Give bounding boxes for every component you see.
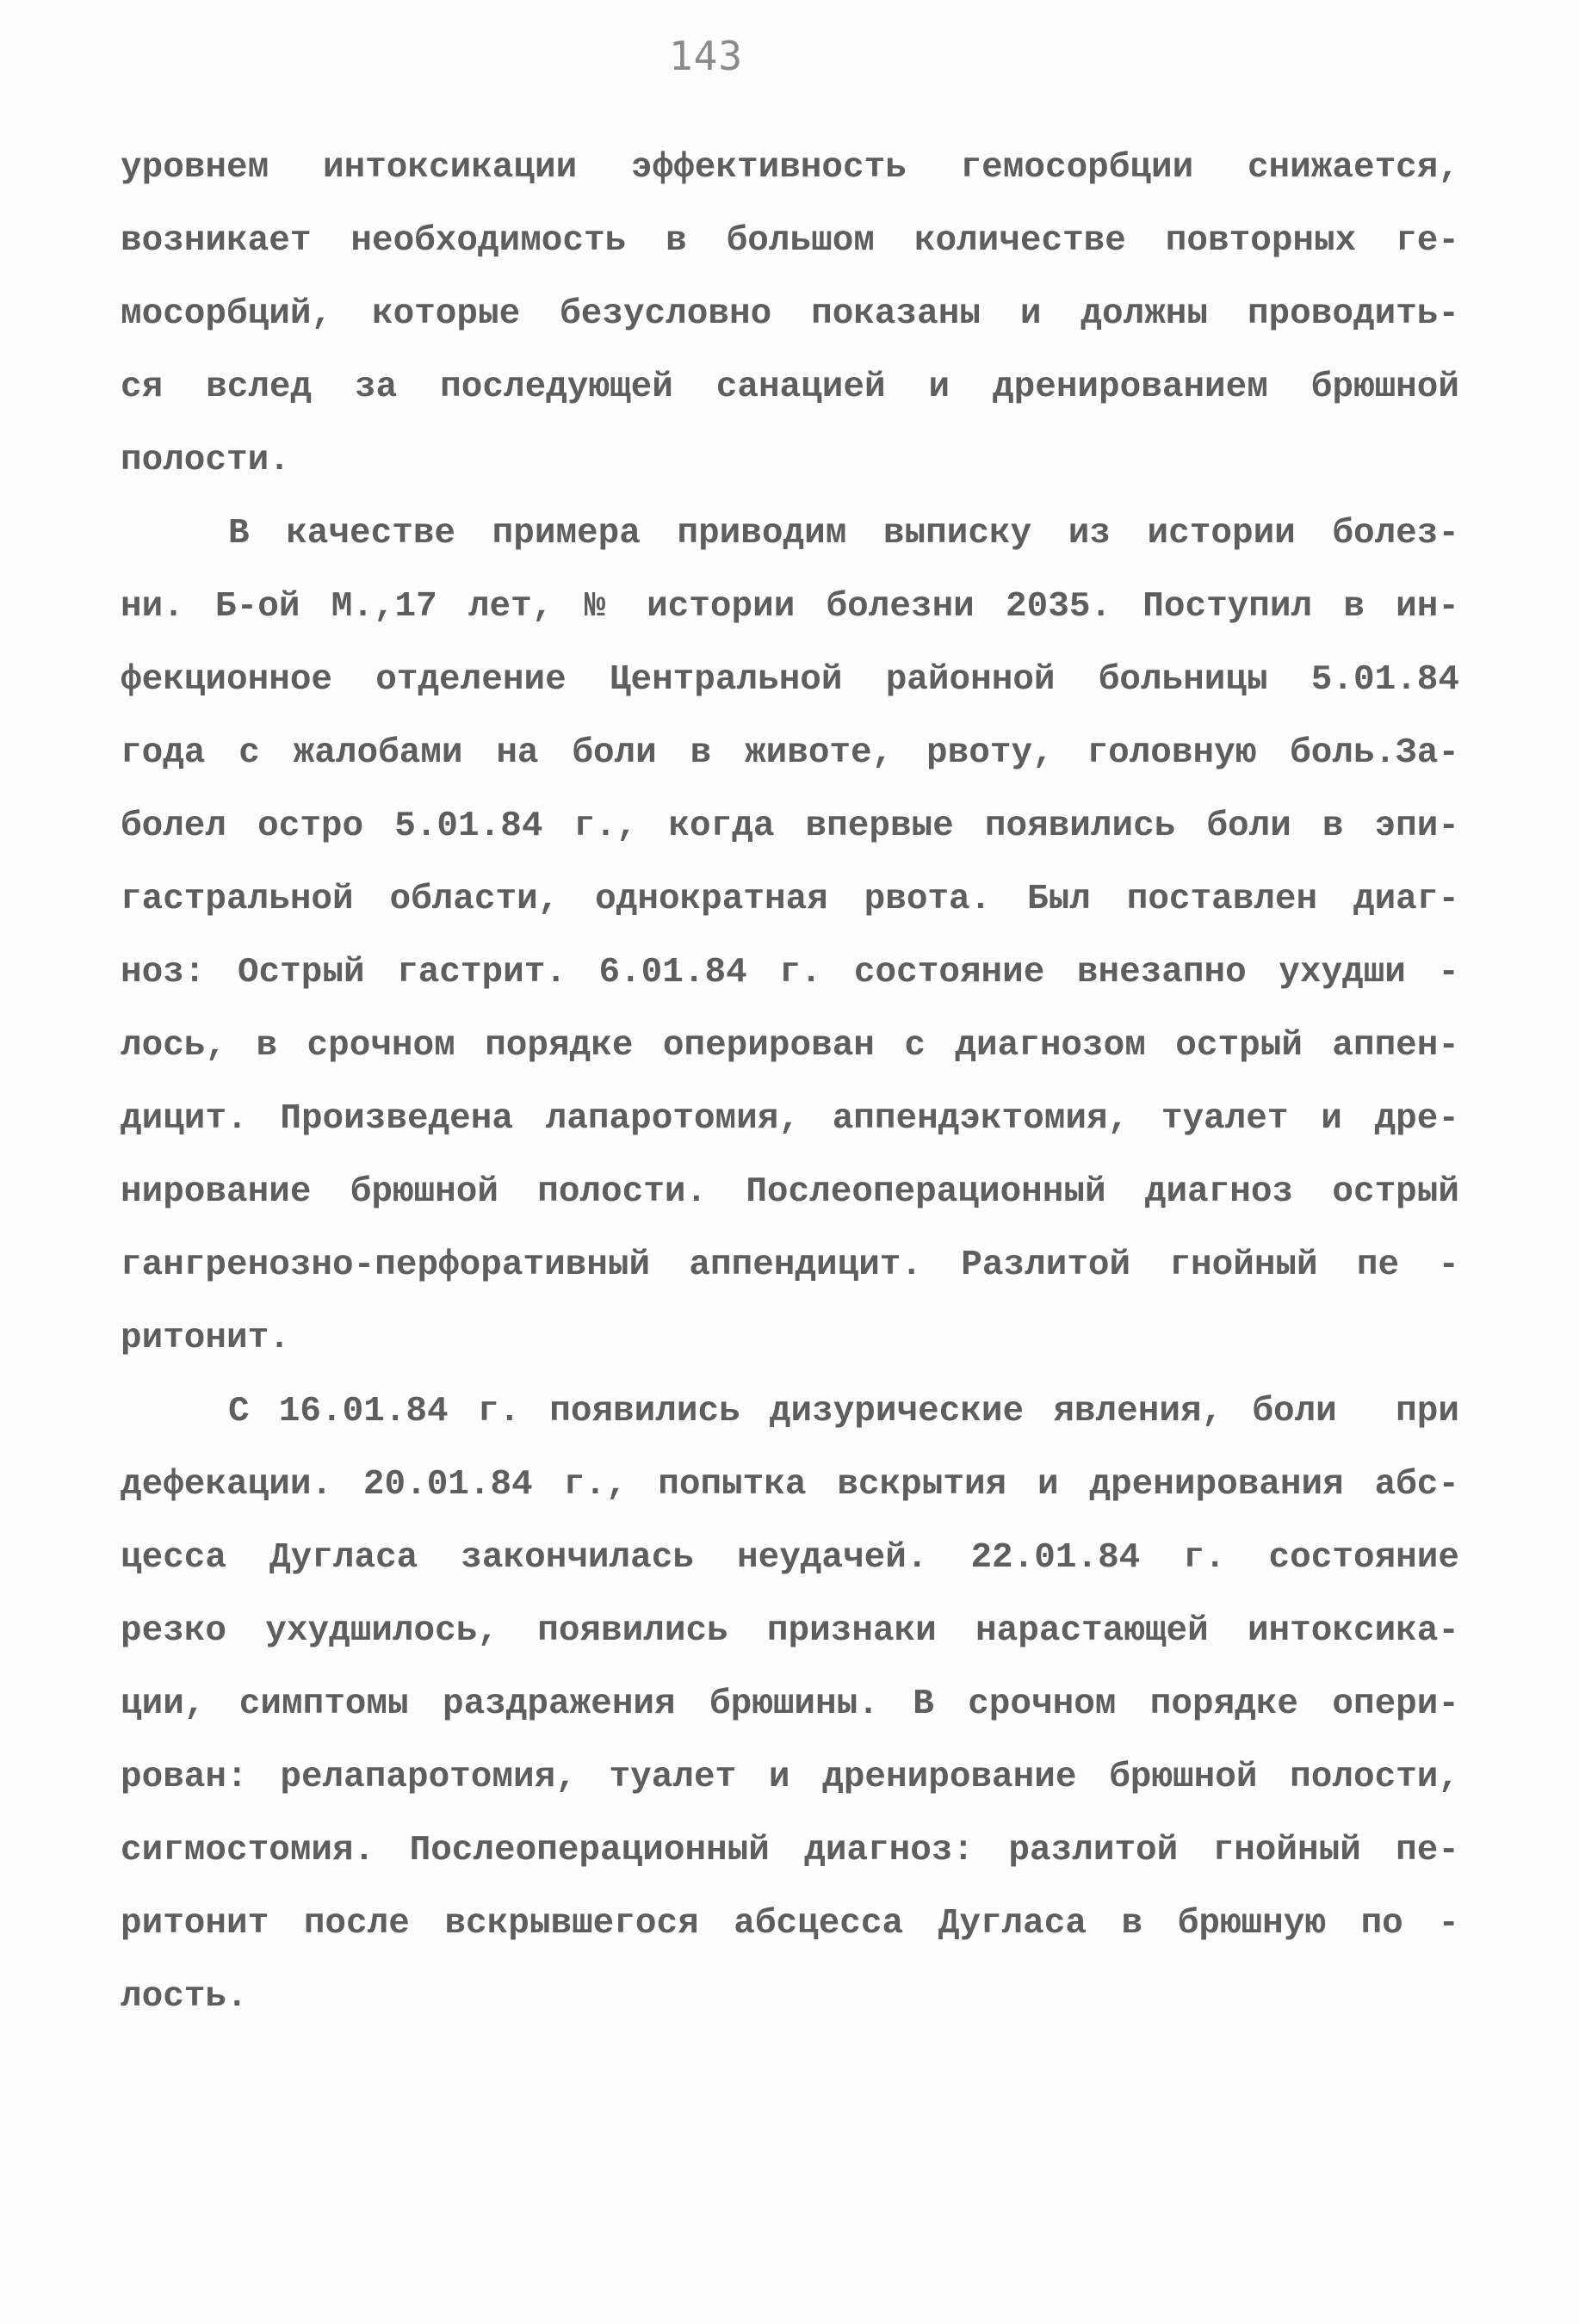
text-line: ся вслед за последующей санацией и дренированием брюшной <box>121 368 1459 407</box>
text-line: возникает необходимость в большом количестве повторных ге- <box>121 221 1459 261</box>
text-line: ции, симптомы раздражения брюшины. В срочном порядке опери- <box>121 1684 1459 1724</box>
text-line: резко ухудшилось, появились признаки нарастающей интоксика- <box>121 1611 1459 1651</box>
text-line: лось, в срочном порядке оперирован с диагнозом острый аппен- <box>121 1026 1459 1066</box>
paragraph-start-line: В качестве примера приводим выписку из истории болез- <box>228 514 1459 553</box>
text-line: ритонит после вскрывшегося абсцесса Дугласа в брюшную по - <box>121 1904 1459 1944</box>
text-line: сигмостомия. Послеоперационный диагноз: разлитой гнойный пе- <box>121 1831 1459 1870</box>
paragraph-start-line: С 16.01.84 г. появились дизурические явления, боли при <box>228 1392 1459 1431</box>
text-line: нирование брюшной полости. Послеоперационный диагноз острый <box>121 1172 1459 1212</box>
text-line: болел остро 5.01.84 г., когда впервые появились боли в эпи- <box>121 807 1459 846</box>
text-line: гангренозно-перфоративный аппендицит. Разлитой гнойный пе - <box>121 1245 1459 1285</box>
text-line: ноз: Острый гастрит. 6.01.84 г. состояние внезапно ухудши - <box>121 953 1459 992</box>
page-number: 143 <box>668 33 744 79</box>
text-line: гастральной области, однократная рвота. Был поставлен диаг- <box>121 880 1459 919</box>
text-line: дицит. Произведена лапаротомия, аппендэктомия, туалет и дре- <box>121 1099 1459 1139</box>
text-line: ни. Б-ой М.,17 лет, № истории болезни 2035. Поступил в ин- <box>121 587 1459 627</box>
text-line: фекционное отделение Центральной районной больницы 5.01.84 <box>121 660 1459 700</box>
text-line: цесса Дугласа закончилась неудачей. 22.01.84 г. состояние <box>121 1538 1459 1578</box>
text-line: ритонит. <box>121 1319 290 1358</box>
text-line: уровнем интоксикации эффективность гемосорбции снижается, <box>121 148 1459 188</box>
text-line: мосорбций, которые безусловно показаны и должны проводить- <box>121 294 1459 334</box>
text-line: дефекации. 20.01.84 г., попытка вскрытия и дренирования абс- <box>121 1465 1459 1505</box>
text-line: года с жалобами на боли в животе, рвоту, головную боль.За- <box>121 733 1459 773</box>
text-line: полости. <box>121 441 290 480</box>
text-line: лость. <box>121 1977 248 2017</box>
text-line: рован: релапаротомия, туалет и дренирование брюшной полости, <box>121 1758 1459 1797</box>
